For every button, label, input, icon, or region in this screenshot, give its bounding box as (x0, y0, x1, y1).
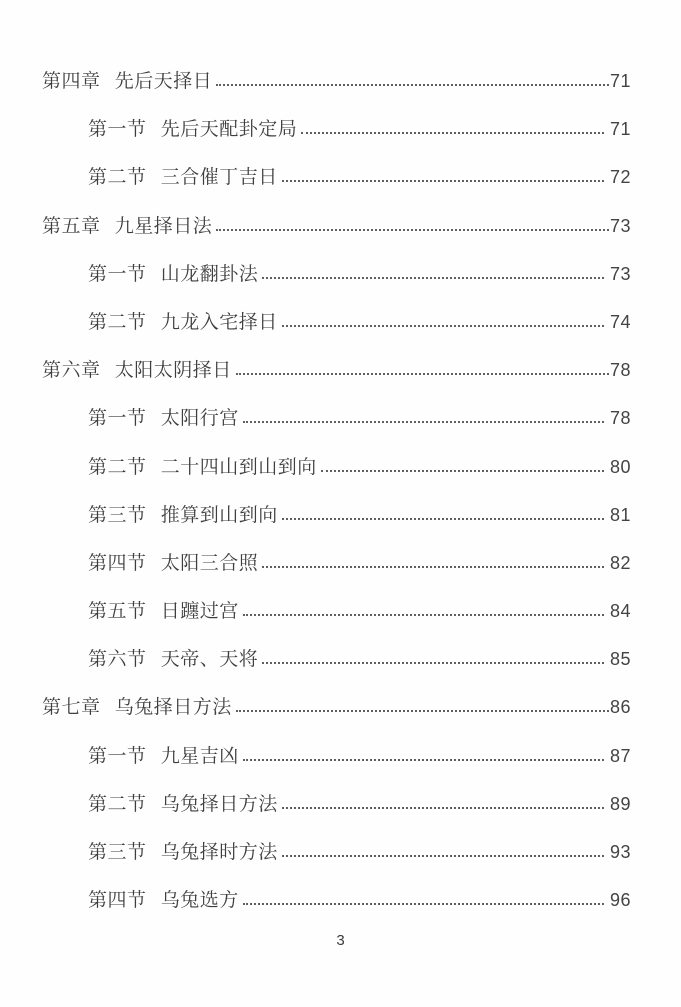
toc-entry-page-number: 81 (609, 504, 631, 525)
dot-leader (236, 373, 609, 375)
toc-entry-label: 第七章 乌兔择日方法 (42, 697, 232, 719)
toc-entry-section (42, 118, 631, 166)
dot-leader (262, 662, 604, 664)
toc-entry-section (42, 456, 631, 504)
toc-entry-label: 第二节 二十四山到山到向 (88, 456, 317, 478)
toc-entry-section (42, 166, 631, 214)
dot-leader (282, 807, 604, 809)
toc-entry-chapter (42, 696, 631, 744)
toc-entry-section (42, 311, 631, 359)
toc-entry-page-number: 71 (609, 119, 631, 140)
dot-leader (282, 325, 604, 327)
toc-entry-label: 第一节 先后天配卦定局 (88, 119, 298, 141)
dot-leader (282, 855, 604, 857)
dot-leader (216, 229, 609, 231)
toc-entry-label: 第六节 天帝、天将 (88, 649, 259, 671)
toc-entry-page-number: 82 (609, 552, 631, 573)
toc-entry-section (42, 504, 631, 552)
toc-entry-section (42, 745, 631, 793)
toc-entry-label: 第四章 先后天择日 (42, 71, 213, 92)
toc-entry-section (42, 793, 631, 841)
dot-leader (243, 421, 604, 423)
toc-entry-section (42, 841, 631, 889)
toc-entry-chapter (42, 70, 631, 118)
dot-leader (262, 566, 604, 568)
dot-leader (243, 903, 604, 905)
toc-entry-page-number: 89 (609, 793, 631, 814)
toc-entry-section (42, 263, 631, 311)
toc-entry-page-number: 78 (609, 408, 631, 429)
toc-entry-page-number: 78 (609, 360, 631, 381)
toc-entry-chapter (42, 215, 631, 263)
toc-entry-chapter (42, 359, 631, 407)
toc-entry-label: 第一节 太阳行宫 (88, 408, 239, 430)
toc-entry-label: 第一节 山龙翻卦法 (88, 263, 259, 285)
toc-entry-page-number: 72 (609, 167, 631, 188)
dot-leader (282, 518, 604, 520)
toc-entry-label: 第三节 推算到山到向 (88, 504, 278, 526)
toc-entry-label: 第二节 三合催丁吉日 (88, 167, 278, 189)
toc-entry-page-number: 96 (609, 890, 631, 911)
page-number: 3 (336, 932, 345, 949)
toc-entry-label: 第四节 太阳三合照 (88, 552, 259, 574)
dot-leader (301, 132, 604, 134)
dot-leader (216, 84, 609, 86)
toc-entry-page-number: 71 (609, 71, 631, 91)
dot-leader (321, 470, 604, 472)
dot-leader (282, 180, 604, 182)
toc-entry-section (42, 648, 631, 696)
toc-entry-page-number: 93 (609, 842, 631, 862)
dot-leader (243, 614, 604, 616)
toc-entry-label: 第四节 乌兔选方 (88, 890, 239, 912)
toc-entry-label: 第一节 九星吉凶 (88, 745, 239, 767)
toc-entry-section (42, 407, 631, 455)
toc-entry-section (42, 552, 631, 600)
page-footer (0, 932, 681, 949)
toc-entry-page-number: 73 (609, 263, 631, 284)
dot-leader (236, 710, 609, 712)
toc-entry-label: 第二节 乌兔择日方法 (88, 793, 278, 815)
toc-entry-label: 第六章 太阳太阴择日 (42, 360, 232, 382)
toc-entry-page-number: 73 (609, 215, 631, 236)
toc-entry-page-number: 87 (609, 745, 631, 766)
toc-entry-label: 第三节 乌兔择时方法 (88, 842, 278, 863)
toc-entry-label: 第五章 九星择日法 (42, 215, 213, 237)
toc-entry-label: 第二节 九龙入宅择日 (88, 311, 278, 333)
dot-leader (243, 759, 604, 761)
toc-entry-section (42, 889, 631, 937)
toc-entry-page-number: 84 (609, 601, 631, 622)
dot-leader (262, 277, 604, 279)
toc-entry-page-number: 86 (609, 697, 631, 718)
toc-entry-page-number: 85 (609, 649, 631, 670)
toc-entry-page-number: 74 (609, 311, 631, 332)
toc-entry-page-number: 80 (609, 456, 631, 477)
toc-entry-label: 第五节 日躔过宫 (88, 601, 239, 623)
table-of-contents (42, 70, 631, 937)
toc-entry-section (42, 600, 631, 648)
